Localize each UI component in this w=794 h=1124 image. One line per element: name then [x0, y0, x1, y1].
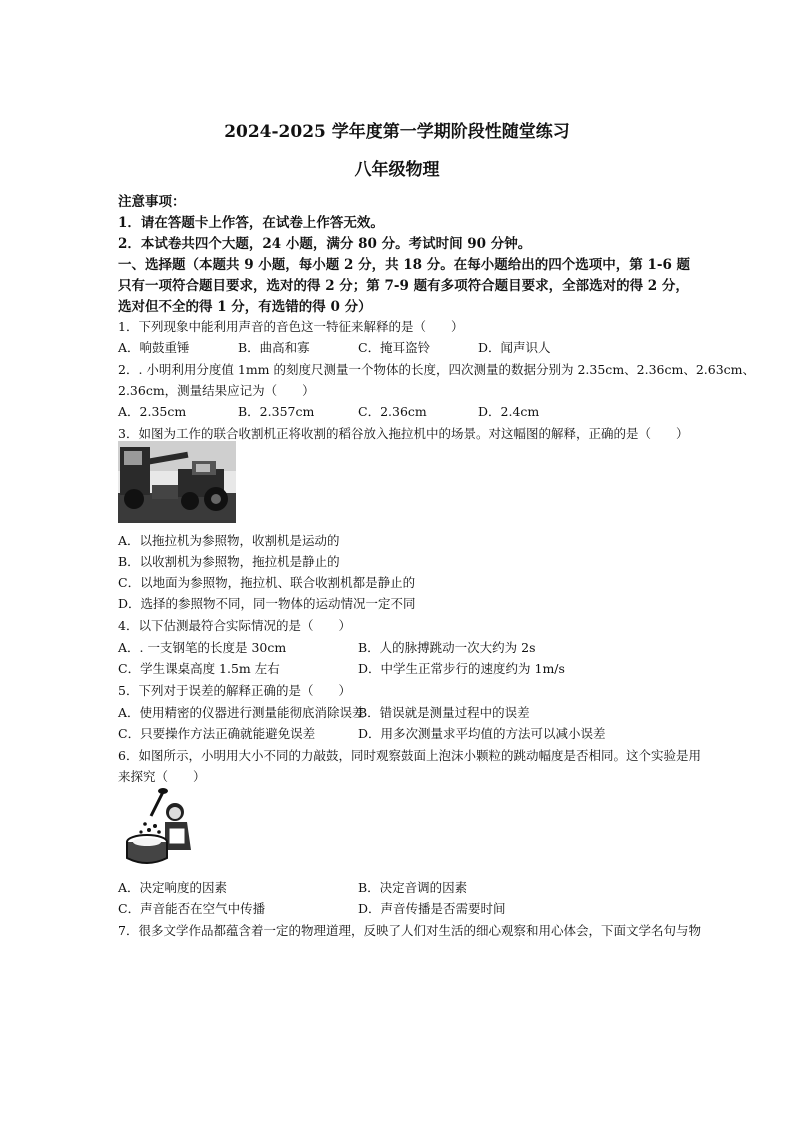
notice-item-2: 2．本试卷共四个大题，24 小题，满分 80 分。考试时间 90 分钟。: [118, 236, 532, 252]
q1-option-b: B．曲高和寡: [238, 340, 310, 355]
q1-option-a: A．响鼓重锤: [118, 340, 190, 355]
q5-option-a: A．使用精密的仪器进行测量能彻底消除误差: [118, 705, 365, 720]
q4-option-c: C．学生课桌高度 1.5m 左右: [118, 661, 280, 676]
q4-stem: 4．以下估测最符合实际情况的是（ ）: [118, 618, 351, 633]
q4-option-a: A．. 一支钢笔的长度是 30cm: [118, 640, 287, 655]
q6-stem-line-1: 6．如图所示，小明用大小不同的力敲鼓，同时观察鼓面上泡沫小颗粒的跳动幅度是否相同。这个实验是用: [118, 748, 701, 763]
notice-item-1: 1．请在答题卡上作答，在试卷上作答无效。: [118, 215, 384, 231]
q3-option-b: B．以收割机为参照物，拖拉机是静止的: [118, 554, 340, 569]
q2-stem-line-2: 2.36cm，测量结果应记为（ ）: [118, 383, 315, 398]
q5-option-c: C．只要操作方法正确就能避免误差: [118, 726, 316, 741]
q3-stem: 3．如图为工作的联合收割机正将收割的稻谷放入拖拉机中的场景。对这幅图的解释，正确的是（ ）: [118, 426, 689, 441]
exam-subject: 八年级物理: [354, 160, 440, 180]
q1-option-c: C．掩耳盗铃: [358, 340, 431, 355]
q4-option-d: D．中学生正常步行的速度约为 1m/s: [358, 661, 565, 676]
q3-option-d: D．选择的参照物不同，同一物体的运动情况一定不同: [118, 596, 416, 611]
q4-option-b: B．人的脉搏跳动一次大约为 2s: [358, 640, 536, 655]
q7-stem: 7．很多文学作品都蕴含着一定的物理道理，反映了人们对生活的细心观察和用心体会，下面文学名句与物: [118, 923, 701, 938]
q2-stem-line-1: 2．. 小明利用分度值 1mm 的刻度尺测量一个物体的长度，四次测量的数据分别为 2.35cm、2.36cm、2.63cm、: [118, 362, 756, 377]
q5-option-b: B．错误就是测量过程中的误差: [358, 705, 530, 720]
q3-option-c: C．以地面为参照物，拖拉机、联合收割机都是静止的: [118, 575, 416, 590]
q6-stem-line-2: 来探究（ ）: [118, 769, 206, 784]
section-1-line-1: 一、选择题（本题共 9 小题，每小题 2 分，共 18 分。在每小题给出的四个选项中，第 1-6 题: [118, 257, 691, 273]
q2-option-b: B．2.357cm: [238, 404, 315, 419]
q6-option-a: A．决定响度的因素: [118, 880, 228, 895]
q2-option-d: D．2.4cm: [478, 404, 540, 419]
q1-stem: 1．下列现象中能利用声音的音色这一特征来解释的是（ ）: [118, 319, 464, 334]
notice-heading: 注意事项：: [118, 194, 186, 210]
section-1-line-2: 只有一项符合题目要求，选对的得 2 分；第 7-9 题有多项符合题目要求，全部选对的得 2 分，: [118, 278, 689, 294]
q6-option-c: C．声音能否在空气中传播: [118, 901, 266, 916]
exam-title: 2024-2025 学年度第一学期阶段性随堂练习: [224, 122, 570, 142]
q6-option-b: B．决定音调的因素: [358, 880, 468, 895]
q1-option-d: D．闻声识人: [478, 340, 551, 355]
drum-experiment-image: [125, 786, 197, 870]
q2-option-a: A．2.35cm: [118, 404, 187, 419]
q6-option-d: D．声音传播是否需要时间: [358, 901, 506, 916]
q3-option-a: A．以拖拉机为参照物，收割机是运动的: [118, 533, 340, 548]
q5-option-d: D．用多次测量求平均值的方法可以减小误差: [358, 726, 606, 741]
harvester-tractor-image: [118, 441, 236, 523]
q5-stem: 5．下列对于误差的解释正确的是（ ）: [118, 683, 351, 698]
section-1-line-3: 选对但不全的得 1 分，有选错的得 0 分）: [118, 299, 372, 315]
q2-option-c: C．2.36cm: [358, 404, 427, 419]
